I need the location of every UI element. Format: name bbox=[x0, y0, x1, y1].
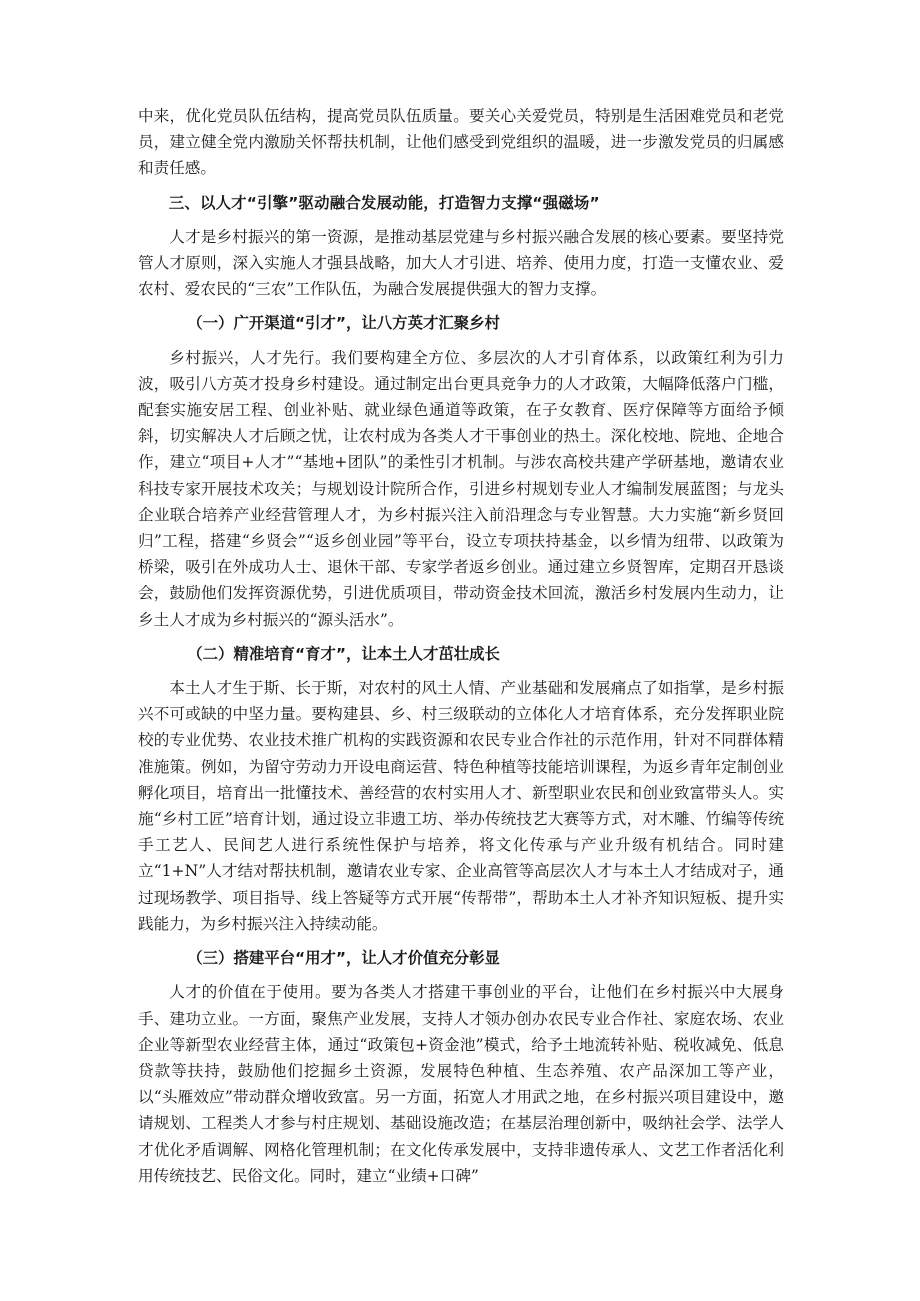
subheading-use-talent: （三）搭建平台“用才”，让人才价值充分彰显 bbox=[187, 949, 500, 968]
section-heading-3: 三、以人才“引擎”驱动融合发展动能，打造智力支撑“强磁场” bbox=[168, 193, 600, 212]
subheading-cultivate-talent: （二）精准培育“育才”，让本土人才茁壮成长 bbox=[187, 644, 500, 663]
paragraph-recruit-talent: 乡村振兴，人才先行。我们要构建全方位、多层次的人才引育体系，以政策红利为引力波，吸引八方英才投身乡村建设。通过制定出台更具竞争力的人才政策，大幅降低落户门槛，配套实施安居工程、创业补贴、就业绿色通道等政策，在子女教育、医疗保障等方面给予倾斜，切实解决人才后顾之忧，让农村成为各类人才干事创业的热土。深化校地、院地、企地合作，建立“项目+人才”“基地+团队”的柔性引才机制。与涉农高校共建产学研基地，邀请农业科技专家开展技术攻关；与规划设计院所合作，引进乡村规划专业人才编制发展蓝图；与龙头企业联合培养产业经营管理人才，为乡村振兴注入前沿理念与专业智慧。大力实施“新乡贤回归”工程，搭建“乡贤会”“返乡创业园”等平台，设立专项扶持基金，以乡情为纽带、以政策为桥梁，吸引在外成功人士、退休干部、专家学者返乡创业。通过建立乡贤智库，定期召开恳谈会，鼓励他们发挥资源优势，引进优质项目，带动资金技术回流，激活乡村发展内生动力，让乡土人才成为乡村振兴的“源头活水”。 bbox=[138, 348, 784, 629]
paragraph-continuation: 中来，优化党员队伍结构，提高党员队伍质量。要关心关爱党员，特别是生活困难党员和老党员，建立健全党内激励关怀帮扶机制，让他们感受到党组织的温暖，进一步激发党员的归属感和责任感。 bbox=[138, 107, 784, 178]
document-body bbox=[138, 103, 784, 1197]
paragraph-cultivate-talent: 本土人才生于斯、长于斯，对农村的风土人情、产业基础和发展痛点了如指掌，是乡村振兴不可或缺的中坚力量。要构建县、乡、村三级联动的立体化人才培育体系，充分发挥职业院校的专业优势、农业技术推广机构的实践资源和农民专业合作社的示范作用，针对不同群体精准施策。例如，为留守劳动力开设电商运营、特色种植等技能培训课程，为返乡青年定制创业孵化项目，培育出一批懂技术、善经营的农村实用人才、新型职业农民和创业致富带头人。实施“乡村工匠”培育计划，通过设立非遗工坊、举办传统技艺大赛等方式，对木雕、竹编等传统手工艺人、民间艺人进行系统性保护与培养，将文化传承与产业升级有机结合。同时建立“1+N”人才结对帮扶机制，邀请农业专家、企业高管等高层次人才与本土人才结成对子，通过现场教学、项目指导、线上答疑等方式开展“传帮带”，帮助本土人才补齐知识短板、提升实践能力，为乡村振兴注入持续动能。 bbox=[138, 679, 784, 933]
subheading-recruit-talent: （一）广开渠道“引才”，让八方英才汇聚乡村 bbox=[187, 314, 500, 333]
paragraph-use-talent: 人才的价值在于使用。要为各类人才搭建干事创业的平台，让他们在乡村振兴中大展身手、建功立业。一方面，聚焦产业发展，支持人才领办创办农民专业合作社、家庭农场、农业企业等新型农业经营主体，通过“政策包+资金池”模式，给予土地流转补贴、税收减免、低息贷款等扶持，鼓励他们挖掘乡土资源，发展特色种植、生态养殖、农产品深加工等产业，以“头雁效应”带动群众增收致富。另一方面，拓宽人才用武之地，在乡村振兴项目建设中，邀请规划、工程类人才参与村庄规划、基础设施改造；在基层治理创新中，吸纳社会学、法学人才优化矛盾调解、网格化管理机制；在文化传承发展中，支持非遗传承人、文艺工作者活化利用传统技艺、民俗文化。同时，建立“业绩+口碑” bbox=[138, 983, 784, 1185]
paragraph-talent-intro: 人才是乡村振兴的第一资源，是推动基层党建与乡村振兴融合发展的核心要素。要坚持党管人才原则，深入实施人才强县战略，加大人才引进、培养、使用力度，打造一支懂农业、爱农村、爱农民的“三农”工作队伍，为融合发展提供强大的智力支撑。 bbox=[138, 227, 784, 299]
